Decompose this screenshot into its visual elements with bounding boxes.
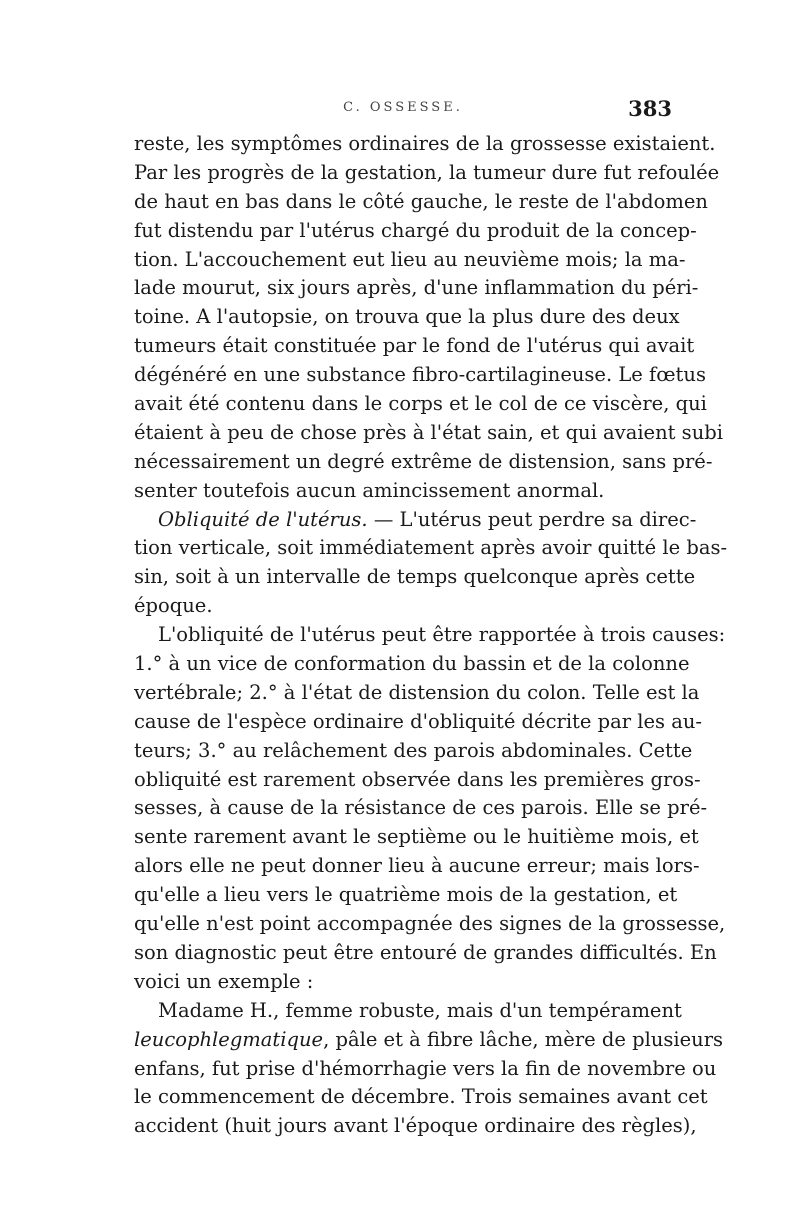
text-segment: reste, les symptômes ordinaires de la grossesse existaient. (134, 132, 716, 155)
text-line (134, 1026, 724, 1055)
text-line (134, 419, 723, 448)
text-line (134, 188, 708, 217)
text-segment: qu'elle a lieu vers le quatrième mois de la gestation, et (134, 883, 678, 907)
text-line (134, 130, 716, 159)
text-line (134, 274, 699, 303)
text-segment: de haut en bas dans le côté gauche, le reste de l'abdomen (134, 189, 708, 213)
text-segment: cause de l'espèce ordinaire d'obliquité décrite par les au- (134, 709, 703, 733)
text-segment: — L'utérus peut perdre sa direc- (367, 507, 697, 531)
text-segment: avait été contenu dans le corps et le col de ce viscère, qui (134, 392, 707, 416)
text-line (134, 650, 690, 679)
text-line (134, 621, 726, 650)
text-line (134, 910, 726, 939)
text-line (134, 332, 695, 361)
text-line (134, 448, 713, 477)
text-segment: Par les progrès de la gestation, la tumeur dure fut refoulée (134, 160, 720, 184)
text-line (134, 939, 717, 968)
text-segment: alors elle ne peut donner lieu à aucune erreur; mais lors- (134, 854, 700, 878)
text-line (134, 708, 703, 737)
text-segment: étaient à peu de chose près à l'état sain, et qui avaient subi (134, 420, 723, 444)
italic-text-segment: leucophlegmatique (134, 1027, 324, 1051)
text-line (134, 1112, 697, 1141)
text-line (134, 968, 672, 997)
text-segment: son diagnostic peut être entouré de grandes difficultés. En (134, 940, 717, 964)
text-segment: dégénéré en une substance fibro-cartilagineuse. Le fœtus (134, 363, 706, 387)
text-segment: vertébrale; 2.° à l'état de distension du colon. Telle est la (134, 680, 700, 704)
text-line (134, 852, 700, 881)
text-line (134, 881, 678, 910)
text-segment: , pâle et à fibre lâche, mère de plusieurs (323, 1027, 724, 1051)
text-line (134, 361, 706, 390)
text-segment: sesses, à cause de la résistance de ces parois. Elle se pré- (134, 796, 708, 820)
text-segment: fut distendu par l'utérus chargé du produit de la concep- (134, 218, 697, 242)
text-line (134, 794, 708, 823)
text-segment: voici un exemple : (134, 969, 314, 993)
text-line (134, 563, 696, 592)
running-head-title: C. OSSESSE. (343, 100, 463, 115)
text-line (134, 737, 693, 766)
book-page (134, 96, 728, 1141)
text-line (134, 823, 699, 852)
text-segment: teurs; 3.° au relâchement des parois abdominales. Cette (134, 738, 693, 762)
text-segment: senter toutefois aucun amincissement anormal. (134, 478, 605, 502)
text-line (134, 534, 728, 563)
text-segment: le commencement de décembre. Trois semaines avant cet (134, 1085, 708, 1109)
text-segment: sin, soit à un intervalle de temps quelconque après cette (134, 565, 696, 589)
text-line (134, 997, 682, 1026)
text-segment: tion. L'accouchement eut lieu au neuvième mois; la ma- (134, 247, 686, 271)
text-segment: enfans, fut prise d'hémorrhagie vers la fin de novembre ou (134, 1056, 717, 1080)
text-segment: L'obliquité de l'utérus peut être rapportée à trois causes: (158, 623, 726, 647)
page-number: 383 (628, 96, 672, 121)
text-line (134, 246, 686, 275)
text-line (134, 159, 720, 188)
text-segment: 1.° à un vice de conformation du bassin et de la colonne (134, 652, 690, 676)
italic-text-segment: Obliquité de l'utérus. (158, 507, 368, 531)
text-segment: obliquité est rarement observée dans les premières gros- (134, 767, 701, 791)
text-segment: tion verticale, soit immédiatement après avoir quitté le bas- (134, 536, 728, 560)
text-line (134, 477, 672, 506)
text-line (134, 592, 672, 621)
text-line (134, 1055, 717, 1084)
text-line (134, 1083, 708, 1112)
text-segment: toine. A l'autopsie, on trouva que la plus dure des deux (134, 305, 680, 329)
running-head (134, 96, 672, 130)
text-segment: tumeurs était constituée par le fond de l'utérus qui avait (134, 334, 695, 358)
text-line (134, 303, 680, 332)
text-line (134, 679, 700, 708)
text-segment: Madame H., femme robuste, mais d'un tempérament (158, 998, 682, 1022)
text-line (134, 390, 707, 419)
text-segment: nécessairement un degré extrême de distension, sans pré- (134, 449, 713, 473)
text-line (134, 217, 697, 246)
text-segment: qu'elle n'est point accompagnée des signes de la grossesse, (134, 912, 726, 936)
text-line (134, 766, 701, 795)
text-segment: époque. (134, 594, 213, 618)
body-text (134, 130, 728, 1141)
text-segment: accident (huit jours avant l'époque ordinaire des règles), (134, 1114, 697, 1138)
text-line (134, 506, 697, 535)
text-segment: lade mourut, six jours après, d'une inflammation du péri- (134, 276, 699, 300)
text-segment: sente rarement avant le septième ou le huitième mois, et (134, 825, 699, 849)
